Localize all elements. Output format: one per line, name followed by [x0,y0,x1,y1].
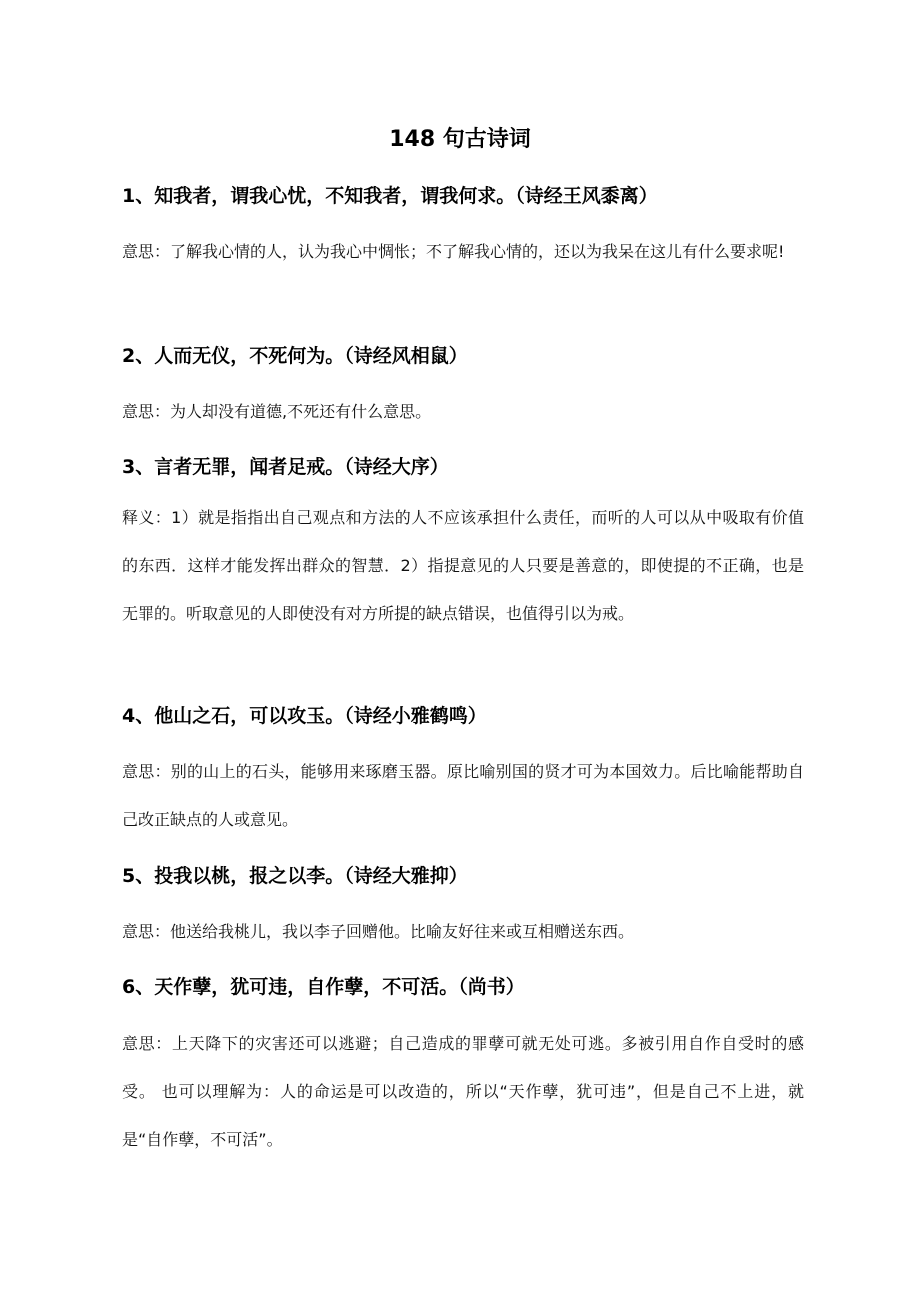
section-heading-5: 5、投我以桃，报之以李。（诗经大雅抑） [122,865,468,887]
section-heading-1: 1、知我者，谓我心忧，不知我者，谓我何求。（诗经王风黍离） [122,185,658,207]
section-heading-2: 2、人而无仪，不死何为。（诗经风相鼠） [122,345,468,367]
section-heading-3: 3、言者无罪，闻者足戒。（诗经大序） [122,456,449,478]
section-body-3: 释义：1）就是指指出自己观点和方法的人不应该承担什么责任，而听的人可以从中吸取有价值的东西．这样才能发挥出群众的智慧．2）指提意见的人只要是善意的，即使提的不正确，也是无罪的。听取意见的人即使没有对方所提的缺点错误，也值得引以为戒。 [122,508,804,623]
section-body-6: 意思：上天降下的灾害还可以逃避；自己造成的罪孽可就无处可逃。多被引用自作自受时的感受。 也可以理解为：人的命运是可以改造的，所以“天作孽，犹可违”，但是自己不上进，就是“自作孽，不可活”。 [122,1034,804,1149]
section-body-1: 意思：了解我心情的人，认为我心中惆怅；不了解我心情的，还以为我呆在这儿有什么要求呢! [122,242,785,261]
section-heading-4: 4、他山之石，可以攻玉。（诗经小雅鹤鸣） [122,705,487,727]
section-body-2: 意思：为人却没有道德,不死还有什么意思。 [122,402,432,421]
document-title: 148 句古诗词 [389,127,531,152]
section-heading-6: 6、天作孽，犹可违，自作孽，不可活。（尚书） [122,976,525,998]
section-body-5: 意思：他送给我桃儿，我以李子回赠他。比喻友好往来或互相赠送东西。 [122,922,635,941]
section-body-4: 意思：别的山上的石头，能够用来琢磨玉器。原比喻别国的贤才可为本国效力。后比喻能帮助自己改正缺点的人或意见。 [122,762,804,829]
